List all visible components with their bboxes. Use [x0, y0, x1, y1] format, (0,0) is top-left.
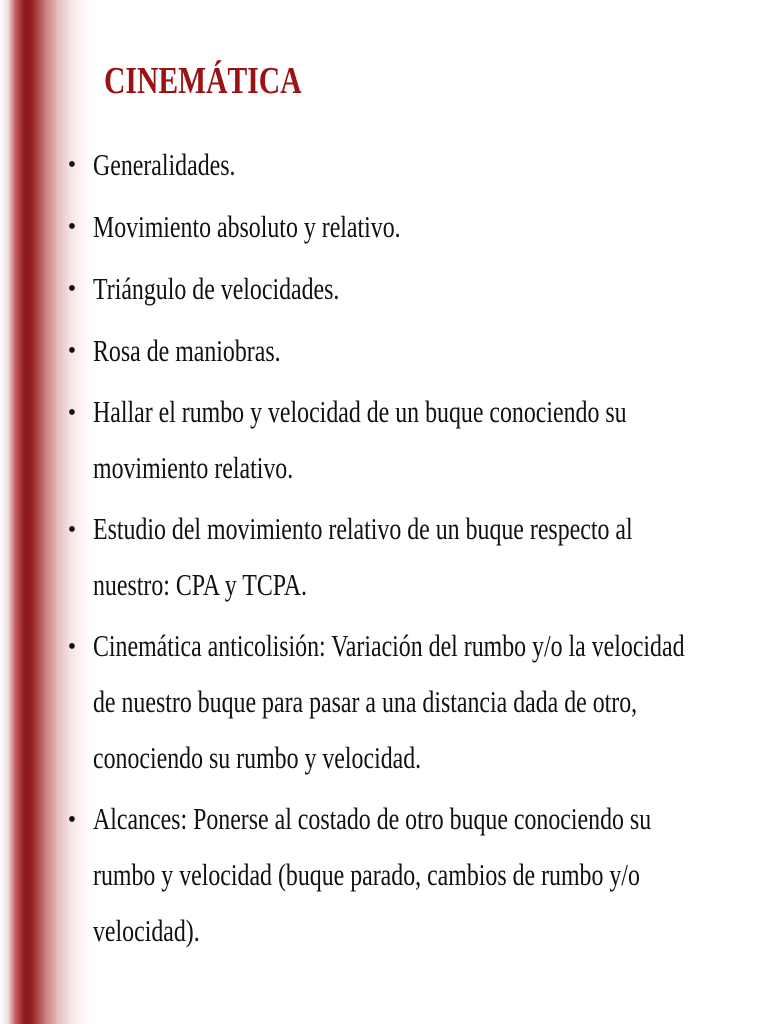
bullet-text: Hallar el rumbo y velocidad de un buque conociendo su movimiento relativo. — [93, 394, 627, 485]
bullet-item — [62, 618, 702, 786]
bullet-item — [62, 136, 702, 193]
bullet-icon: • — [67, 152, 77, 178]
bullet-icon: • — [67, 338, 77, 364]
slide-title: CINEMÁTICA — [104, 60, 302, 102]
bullet-item — [62, 260, 702, 317]
bullet-item — [62, 198, 702, 255]
bullet-item — [62, 384, 702, 496]
bullet-list — [62, 136, 702, 964]
bullet-text: Estudio del movimiento relativo de un buque respecto al nuestro: CPA y TCPA. — [93, 511, 633, 602]
bullet-icon: • — [67, 276, 77, 302]
bullet-icon: • — [67, 400, 77, 426]
bullet-item — [62, 501, 702, 613]
bullet-icon: • — [67, 807, 77, 833]
bullet-text: Cinemática anticolisión: Variación del rumbo y/o la velocidad de nuestro buque para pasar a una distancia dada de otro, conociendo su rumbo y velocidad. — [93, 628, 685, 775]
bullet-text: Alcances: Ponerse al costado de otro buque conociendo su rumbo y velocidad (buque parado, cambios de rumbo y/o velocidad). — [93, 801, 652, 948]
bullet-icon: • — [67, 517, 77, 543]
bullet-text: Generalidades. — [93, 147, 236, 182]
bullet-text: Triángulo de velocidades. — [93, 271, 340, 306]
bullet-item — [62, 791, 702, 959]
bullet-icon: • — [67, 634, 77, 660]
bullet-text: Movimiento absoluto y relativo. — [93, 209, 401, 244]
bullet-item — [62, 322, 702, 379]
bullet-text: Rosa de maniobras. — [93, 333, 281, 368]
bullet-icon: • — [67, 214, 77, 240]
